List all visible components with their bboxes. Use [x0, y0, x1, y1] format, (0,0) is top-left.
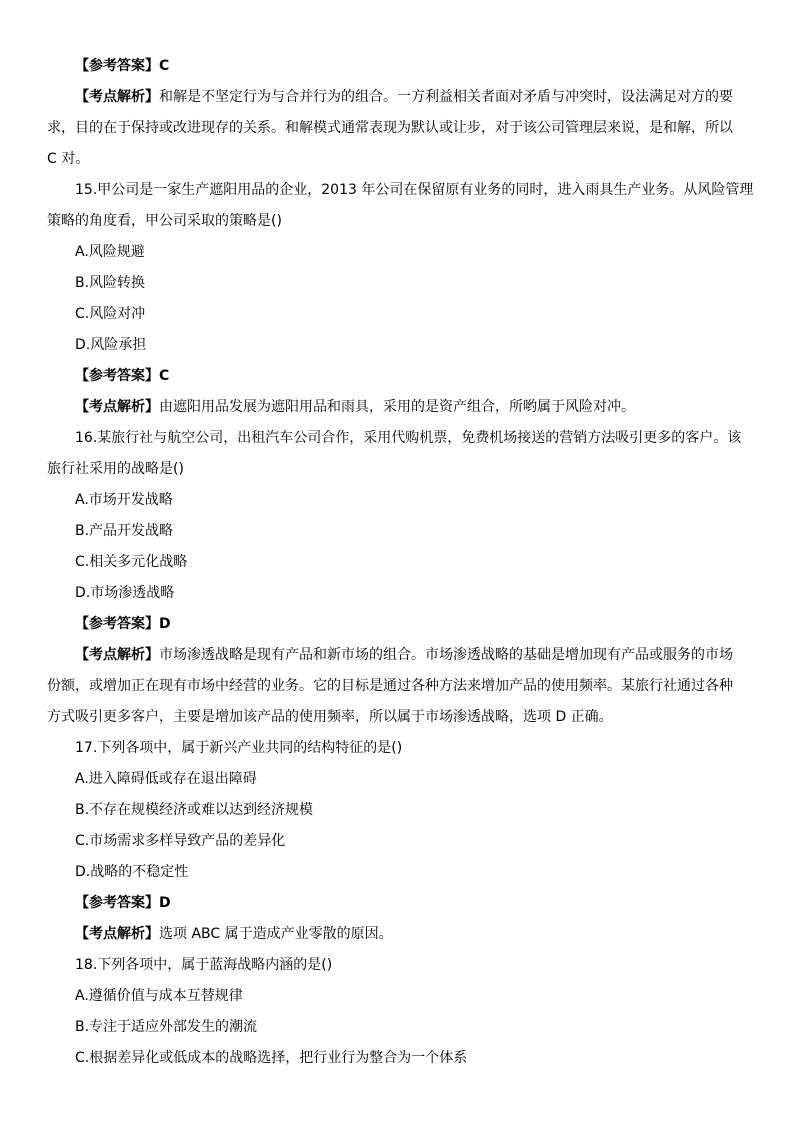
option-b: B.产品开发战略 — [75, 523, 174, 539]
answer-label: 【参考答案】 — [75, 616, 159, 632]
option-c: C.风险对冲 — [75, 306, 146, 322]
option-c: C.市场需求多样导致产品的差异化 — [75, 833, 286, 849]
answer-label: 【参考答案】 — [75, 895, 159, 911]
analysis-label: 【考点解析】 — [75, 647, 159, 663]
text-line: C 对。 — [47, 151, 90, 167]
option-a: A.市场开发战略 — [75, 492, 173, 508]
analysis-line — [75, 646, 735, 664]
option-b: B.不存在规模经济或难以达到经济规模 — [75, 802, 314, 818]
answer-line — [75, 894, 735, 912]
option-b: B.风险转换 — [75, 275, 146, 291]
question-17: 17.下列各项中，属于新兴产业共同的结构特征的是() — [75, 740, 403, 756]
analysis-text: 市场渗透战略是现有产品和新市场的组合。市场渗透战略的基础是增加现有产品或服务的市场 — [159, 647, 733, 663]
question-18: 18.下列各项中，属于蓝海战略内涵的是() — [75, 957, 333, 973]
answer-line — [75, 367, 735, 385]
analysis-text: 选项 ABC 属于造成产业零散的原因。 — [159, 926, 393, 942]
answer-line — [75, 615, 735, 633]
answer-line — [75, 57, 735, 75]
question-16-cont: 旅行社采用的战略是() — [47, 461, 184, 477]
text-line: 求，目的在于保持或改进现存的关系。和解模式通常表现为默认或让步，对于该公司管理层来说，是和解，所以 — [47, 120, 733, 136]
analysis-label: 【考点解析】 — [75, 399, 159, 415]
answer-label: 【参考答案】 — [75, 368, 159, 384]
question-15: 15.甲公司是一家生产遮阳用品的企业，2013 年公司在保留原有业务的同时，进入雨具生产业务。从风险管理 — [75, 182, 754, 198]
option-d: D.风险承担 — [75, 337, 147, 353]
analysis-line — [75, 925, 735, 943]
option-a: A.风险规避 — [75, 244, 145, 260]
analysis-line — [75, 88, 735, 106]
analysis-text: 由遮阳用品发展为遮阳用品和雨具，采用的是资产组合，所哟属于风险对冲。 — [159, 399, 635, 415]
answer-value: C — [159, 368, 170, 384]
option-a: A.遵循价值与成本互替规律 — [75, 988, 243, 1004]
option-d: D.市场渗透战略 — [75, 585, 175, 601]
answer-value: D — [159, 616, 171, 632]
question-16: 16.某旅行社与航空公司，出租汽车公司合作，采用代购机票，免费机场接送的营销方法吸引更多的客户。该 — [75, 430, 742, 446]
text-line: 方式吸引更多客户，主要是增加该产品的使用频率，所以属于市场渗透战略，选项 D 正确。 — [47, 709, 613, 725]
option-c: C.相关多元化战略 — [75, 554, 188, 570]
option-c: C.根据差异化或低成本的战略选择，把行业行为整合为一个体系 — [75, 1050, 468, 1066]
option-d: D.战略的不稳定性 — [75, 864, 189, 880]
answer-label: 【参考答案】 — [75, 58, 159, 74]
question-15-cont: 策略的角度看，甲公司采取的策略是() — [47, 213, 282, 229]
analysis-text: 和解是不坚定行为与合并行为的组合。一方利益相关者面对矛盾与冲突时，设法满足对方的要 — [159, 89, 733, 105]
option-b: B.专注于适应外部发生的潮流 — [75, 1019, 258, 1035]
analysis-label: 【考点解析】 — [75, 89, 159, 105]
answer-value: C — [159, 58, 170, 74]
option-a: A.进入障碍低或存在退出障碍 — [75, 771, 257, 787]
analysis-line — [75, 398, 735, 416]
text-line: 份额，或增加正在现有市场中经营的业务。它的目标是通过各种方法来增加产品的使用频率。某旅行社通过各种 — [47, 678, 733, 694]
analysis-label: 【考点解析】 — [75, 926, 159, 942]
answer-value: D — [159, 895, 171, 911]
